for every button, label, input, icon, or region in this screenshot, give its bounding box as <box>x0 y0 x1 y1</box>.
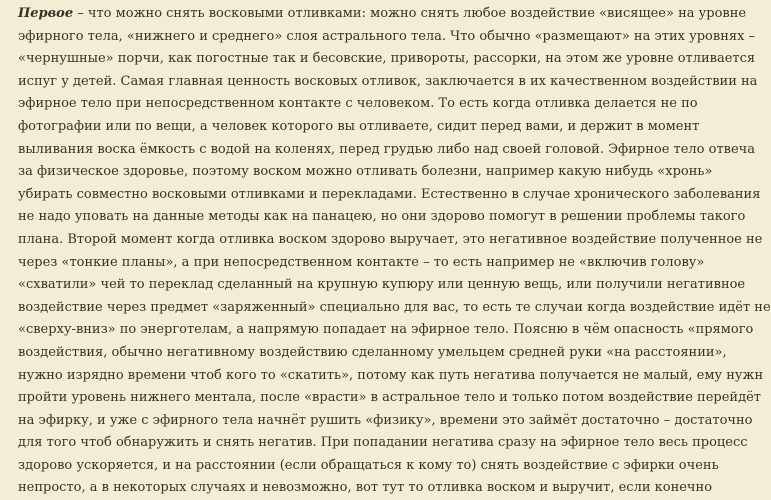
text-line: непросто, а в некоторых случаях и невозможно, вот тут то отливка воском и выручит, если конечно <box>18 480 713 496</box>
text-line: выливания воска ёмкость с водой на коленях, перед грудью либо над своей головой. Эфирное тело отвеча <box>18 141 755 157</box>
text-line: испуг у детей. Самая главная ценность восковых отливок, заключается в их качественном воздействии на <box>18 73 758 89</box>
text-line-rest: – что можно снять восковыми отливками: можно снять любое воздействие «висящее» на уровне <box>73 6 747 21</box>
lead-word: Первое <box>18 6 74 21</box>
text-line: воздействие через предмет «заряженный» специально для вас, то есть те случаи когда воздействие идёт не <box>18 299 771 315</box>
text-line: эфирного тела, «нижнего и среднего» слоя астрального тела. Что обычно «размещают» на этих уровнях – <box>18 28 756 44</box>
text-line: убирать совместно восковыми отливками и перекладами. Естественно в случае хронического заболевания <box>18 186 761 202</box>
text-line: не надо уповать на данные методы как на панацею, но они здорово помогут в решении проблемы такого <box>18 209 746 225</box>
text-line: «схватили» чей то переклад сделанный на крупную купюру или ценную вещь, или получили негативное <box>18 277 746 293</box>
text-line: плана. Второй момент когда отливка воском здорово выручает, это негативное воздействие полученное не <box>18 231 763 247</box>
text-line: пройти уровень нижнего ментала, после «врасти» в астральное тело и только потом воздействие перейдёт <box>18 390 761 406</box>
text-line: для того чтоб обнаружить и снять негатив. При попадании негатива сразу на эфирное тело весь процесс <box>18 435 748 451</box>
text-line: воздействия, обычно негативному воздействию сделанному умельцем средней руки «на расстоянии», <box>18 344 727 360</box>
text-line: фотографии или по вещи, а человек которого вы отливаете, сидит перед вами, и держит в момент <box>18 118 700 134</box>
text-line: за физическое здоровье, поэтому воском можно отливать болезни, например какую нибудь «хронь» <box>18 164 713 180</box>
article-text <box>18 3 771 500</box>
text-line: здорово ускоряется, и на расстоянии (если обращаться к кому то) снять воздействие с эфирки очень <box>18 457 719 473</box>
text-line: на эфирку, и уже с эфирного тела начнёт рушить «физику», времени это займёт достаточно – достаточно <box>18 412 753 428</box>
text-line: нужно изрядно времени чтоб кого то «скатить», потому как путь негатива получается не малый, ему нужн <box>18 367 764 383</box>
text-line: «чернушные» порчи, как погостные так и бесовские, привороты, рассорки, на этом же уровне отливается <box>18 51 756 67</box>
text-line: через «тонкие планы», а при непосредственном контакте – то есть например не «включив голову» <box>18 254 705 270</box>
text-line: эфирное тело при непосредственном контакте с человеком. То есть когда отливка делается не по <box>18 96 698 112</box>
text-line: «сверху-вниз» по энерготелам, а напрямую попадает на эфирное тело. Поясню в чём опасность «прямого <box>18 322 754 338</box>
text-line <box>18 3 747 26</box>
